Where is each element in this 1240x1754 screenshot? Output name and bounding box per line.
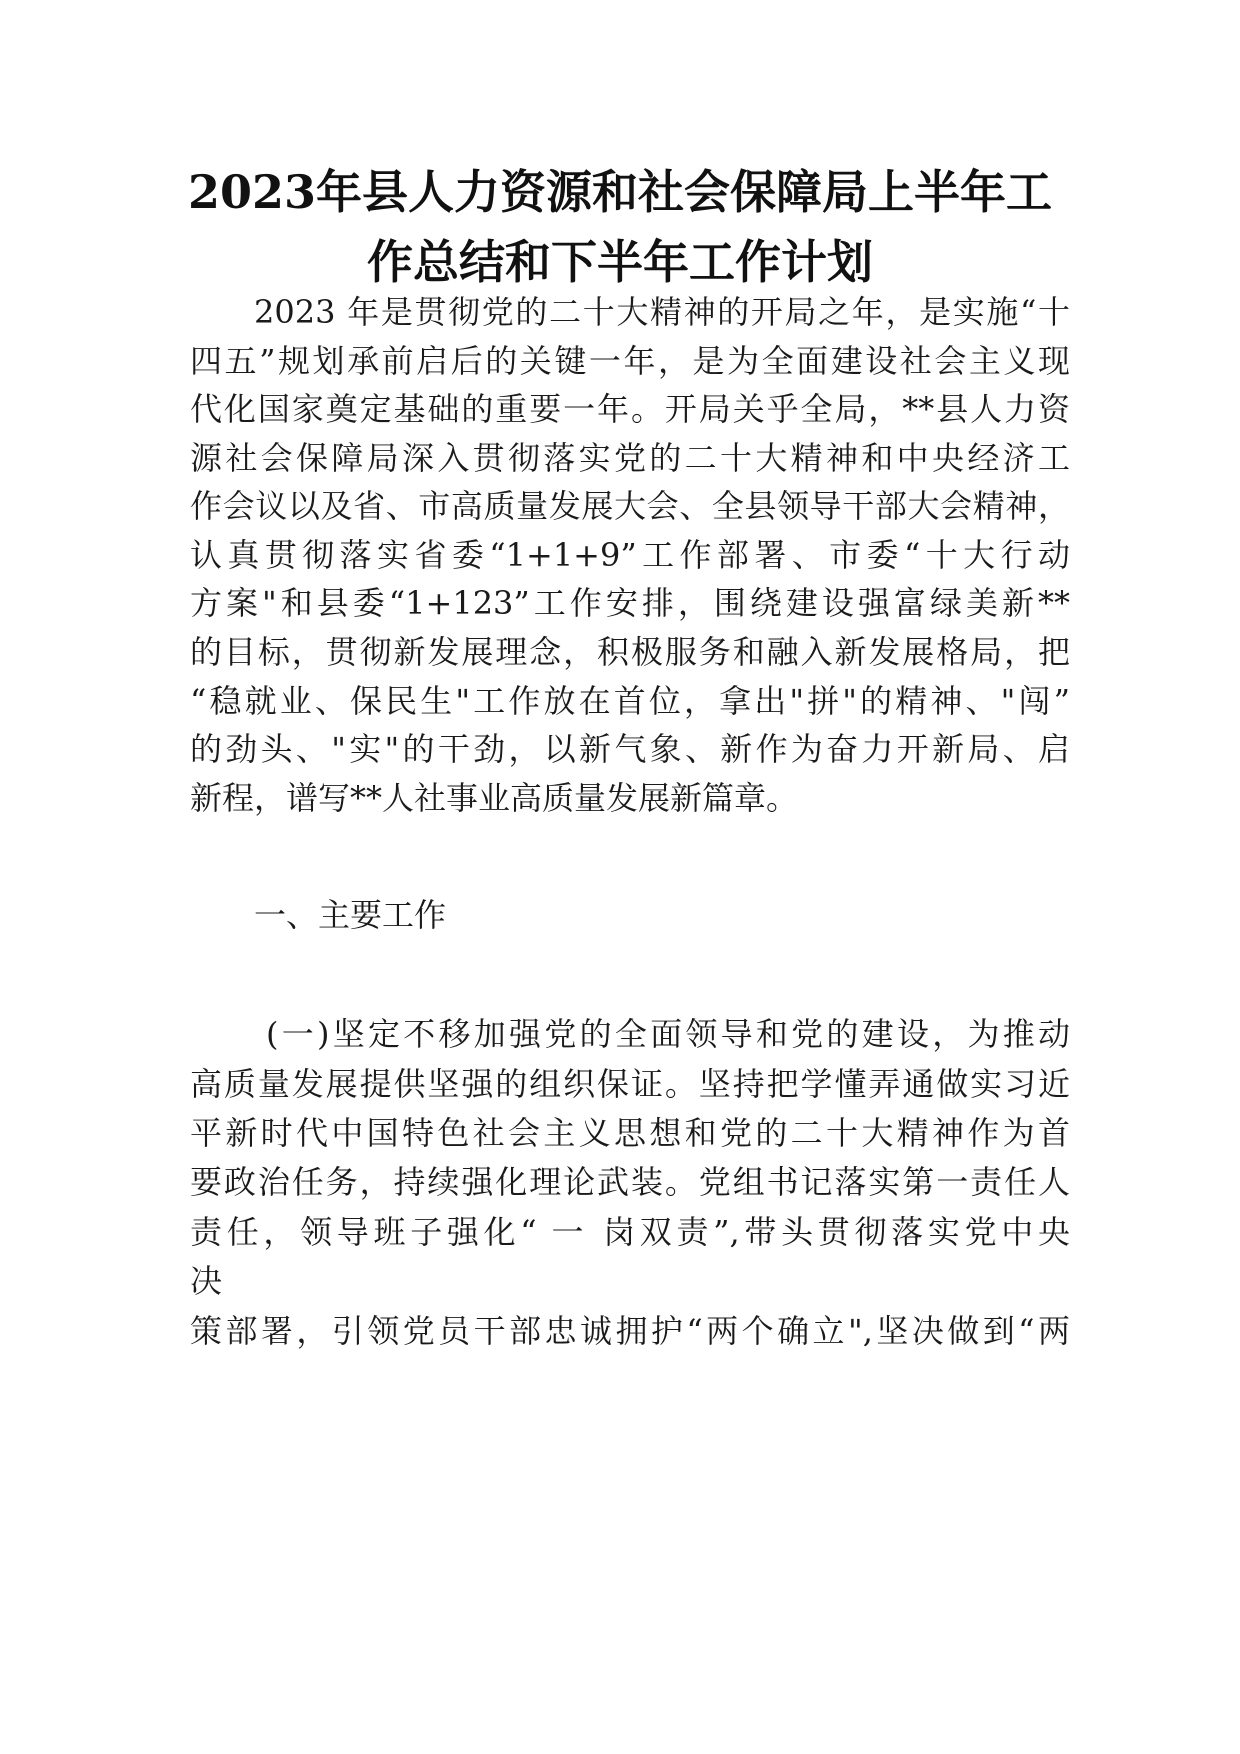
intro-line-3: 代化国家奠定基础的重要一年。开局关乎全局，**县人力资 <box>190 390 1070 428</box>
sub1-line-7: 策部署，引领党员干部忠诚拥护“两个确立",坚决做到“两 <box>190 1312 1070 1350</box>
sub1-line-2: 高质量发展提供坚强的组织保证。坚持把学懂弄通做实习近 <box>190 1065 1070 1103</box>
sub1-line-1: (一)坚定不移加强党的全面领导和党的建设，为推动 <box>266 1015 1070 1053</box>
intro-line-8: 的目标，贯彻新发展理念，积极服务和融入新发展格局，把 <box>190 633 1070 671</box>
intro-line-11: 新程，谱写**人社事业高质量发展新篇章。 <box>190 779 799 817</box>
document-title-line-2: 作总结和下半年工作计划 <box>367 235 873 289</box>
sub1-line-4: 要政治任务，持续强化理论武装。党组书记落实第一责任人 <box>190 1163 1070 1201</box>
intro-line-6: 认真贯彻落实省委“1+1+9”工作部署、市委“十大行动 <box>190 536 1070 574</box>
intro-line-9: “稳就业、保民生"工作放在首位，拿出"拼"的精神、"闯” <box>190 682 1070 720</box>
section-heading-main-work: 一、主要工作 <box>254 896 447 934</box>
intro-line-7: 方案"和县委“1+123”工作安排，围绕建设强富绿美新** <box>190 584 1070 622</box>
intro-line-1: 2023 年是贯彻党的二十大精神的开局之年，是实施“十 <box>254 293 1070 331</box>
intro-line-5: 作会议以及省、市高质量发展大会、全县领导干部大会精神， <box>190 487 1070 525</box>
sub1-line-6: 决 <box>190 1262 223 1300</box>
sub1-line-5: 责任，领导班子强化“ 一 岗双责”,带头贯彻落实党中央 <box>190 1213 1070 1251</box>
document-title-line-1: 2023年县人力资源和社会保障局上半年工 <box>187 165 1053 219</box>
sub1-line-3: 平新时代中国特色社会主义思想和党的二十大精神作为首 <box>190 1114 1070 1152</box>
intro-line-4: 源社会保障局深入贯彻落实党的二十大精神和中央经济工 <box>190 439 1070 477</box>
intro-line-2: 四五”规划承前启后的关键一年，是为全面建设社会主义现 <box>190 342 1070 380</box>
intro-line-10: 的劲头、"实"的干劲，以新气象、新作为奋力开新局、启 <box>190 730 1070 768</box>
